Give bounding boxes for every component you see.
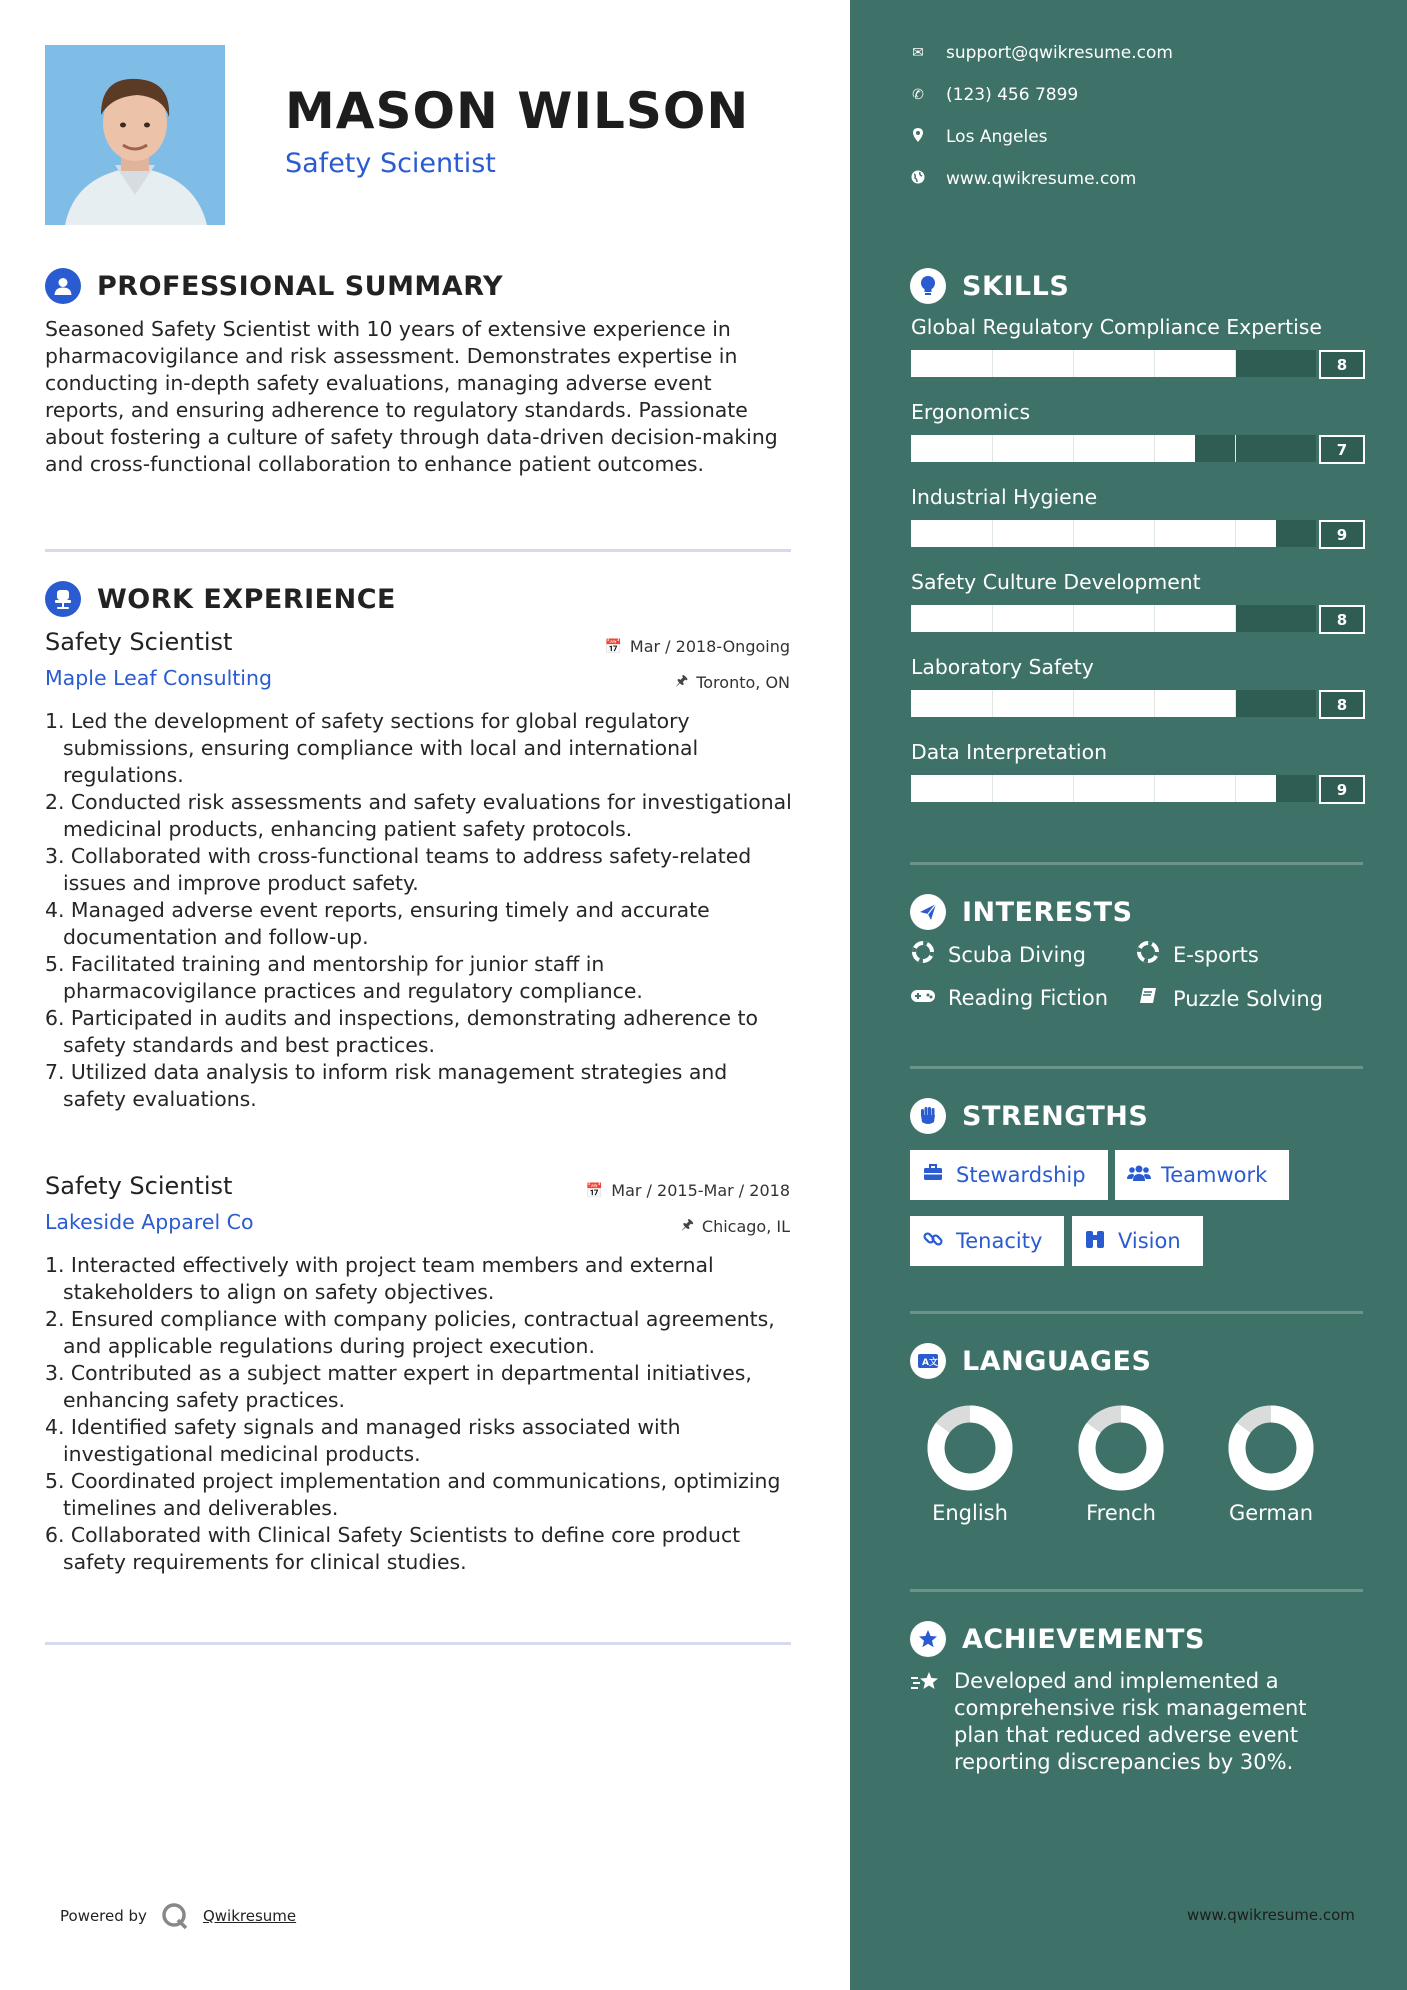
qwikresume-link[interactable]: Qwikresume — [202, 1907, 297, 1925]
achievements-heading: ACHIEVEMENTS — [962, 1623, 1205, 1655]
strength-badge — [1072, 1216, 1203, 1266]
strength-badge — [910, 1150, 1108, 1200]
fist-icon — [910, 1098, 946, 1134]
contact-website-text: www.qwikresume.com — [946, 169, 1137, 189]
contact-location-text: Los Angeles — [946, 127, 1048, 147]
summary-heading: PROFESSIONAL SUMMARY — [97, 270, 504, 302]
list-item: 3. Collaborated with cross-functional teams to address safety-related issues and improve product safety. — [45, 844, 752, 895]
list-item: 2. Ensured compliance with company policies, contractual agreements, and applicable regulations during project execution. — [45, 1307, 775, 1358]
skill-bar-divider — [1154, 520, 1155, 547]
qwikresume-logo-icon — [161, 1902, 189, 1930]
list-item: 4. Managed adverse event reports, ensuring timely and accurate documentation and follow-up. — [45, 898, 710, 949]
skill-name: Data Interpretation — [911, 740, 1108, 764]
list-item: 1. Led the development of safety sections for global regulatory submissions, ensuring compliance with local and international regulations. — [45, 709, 699, 787]
achievement-text: Developed and implemented a comprehensive risk management plan that reduced adverse event reporting discrepancies by 30%. — [954, 1669, 1307, 1774]
skill-bar-divider — [992, 520, 993, 547]
languages-heading-row — [910, 1343, 1151, 1379]
language-level-donut — [927, 1405, 1013, 1491]
map-marker-icon — [910, 128, 926, 146]
divider — [910, 862, 1363, 865]
summary-heading-row — [45, 268, 503, 304]
job-company: Maple Leaf Consulting — [45, 666, 273, 690]
skill-score: 8 — [1319, 605, 1365, 634]
skill-bar-divider — [1235, 350, 1236, 377]
interest-label: E-sports — [1173, 942, 1259, 967]
list-item: 7. Utilized data analysis to inform risk management strategies and safety evaluations. — [45, 1060, 728, 1111]
skill-bar-divider — [1073, 775, 1074, 802]
job-title: Safety Scientist — [45, 628, 233, 656]
list-item: 5. Facilitated training and mentorship for junior staff in pharmacovigilance practices and regulatory compliance. — [45, 952, 643, 1003]
calendar-icon: 📅 — [604, 638, 622, 655]
job-title: Safety Scientist — [45, 1172, 233, 1200]
job-location-text: Toronto, ON — [696, 672, 790, 692]
skill-bar-divider — [1154, 605, 1155, 632]
powered-by-label: Powered by — [60, 1907, 147, 1925]
strength-label: Teamwork — [1161, 1163, 1268, 1187]
skill-bar-divider — [1154, 690, 1155, 717]
skill-bar — [911, 690, 1316, 717]
calendar-icon: 📅 — [585, 1182, 604, 1199]
star-badge-icon — [910, 1621, 946, 1657]
skills-heading: SKILLS — [962, 270, 1070, 302]
experience-heading-row — [45, 581, 396, 617]
life-ring-icon — [910, 941, 936, 968]
job-bullets — [45, 1252, 795, 1576]
job-dates-text: Mar / 2015-Mar / 2018 — [611, 1181, 790, 1200]
list-item: 5. Coordinated project implementation and communications, optimizing timelines and deliverables. — [45, 1469, 781, 1520]
strength-label: Stewardship — [956, 1163, 1086, 1187]
skill-bar-fill — [911, 435, 1195, 462]
job-company: Lakeside Apparel Co — [45, 1210, 254, 1234]
achievement-item — [910, 1668, 1314, 1776]
language-name: French — [1086, 1501, 1156, 1525]
gamepad-icon — [910, 986, 936, 1010]
language-item — [1051, 1405, 1191, 1525]
skill-score: 8 — [1319, 690, 1365, 719]
globe-icon — [910, 170, 926, 188]
skills-heading-row — [910, 268, 1069, 304]
contact-location — [910, 127, 1048, 147]
skill-bar — [911, 435, 1316, 462]
skill-bar-divider — [1235, 435, 1236, 462]
pin-icon: 🖈 — [675, 673, 689, 689]
divider — [45, 1642, 791, 1645]
skill-bar-divider — [992, 605, 993, 632]
skill-bar-divider — [1154, 775, 1155, 802]
shooting-star-icon — [910, 1670, 942, 1776]
user-icon — [45, 268, 81, 304]
skill-bar-divider — [1073, 605, 1074, 632]
candidate-name: MASON WILSON — [285, 82, 750, 140]
interests-heading: INTERESTS — [962, 896, 1133, 928]
strength-label: Vision — [1118, 1229, 1181, 1253]
experience-heading: WORK EXPERIENCE — [97, 583, 396, 615]
skill-bar-divider — [992, 350, 993, 377]
job-dates-text: Mar / 2018-Ongoing — [629, 637, 790, 656]
list-item: 1. Interacted effectively with project team members and external stakeholders to align on safety objectives. — [45, 1253, 714, 1304]
job-bullets — [45, 708, 795, 1113]
list-item: 2. Conducted risk assessments and safety evaluations for investigational medicinal products, enhancing patient safety protocols. — [45, 790, 792, 841]
list-item: 3. Contributed as a subject matter expert in departmental initiatives, enhancing safety practices. — [45, 1361, 752, 1412]
interest-item — [910, 986, 1108, 1010]
paper-plane-icon — [910, 894, 946, 930]
interest-label: Reading Fiction — [948, 986, 1109, 1010]
skill-score: 8 — [1319, 350, 1365, 379]
language-level-donut — [1078, 1405, 1164, 1491]
interest-item — [1135, 986, 1323, 1011]
skill-score: 9 — [1319, 775, 1365, 804]
translate-icon — [910, 1343, 946, 1379]
skill-bar-divider — [992, 690, 993, 717]
skill-name: Global Regulatory Compliance Expertise — [911, 315, 1322, 339]
skill-bar-divider — [1235, 690, 1236, 717]
skill-name: Ergonomics — [911, 400, 1031, 424]
divider — [910, 1311, 1363, 1314]
envelope-icon: ✉ — [912, 45, 924, 61]
languages-heading: LANGUAGES — [962, 1345, 1152, 1377]
interest-label: Scuba Diving — [948, 942, 1086, 967]
language-name: English — [932, 1501, 1008, 1525]
interest-label: Puzzle Solving — [1173, 986, 1323, 1011]
strengths-heading-row — [910, 1098, 1148, 1134]
divider — [910, 1066, 1363, 1069]
strength-badge — [1115, 1150, 1289, 1200]
job-dates — [604, 637, 790, 656]
skill-bar-divider — [992, 435, 993, 462]
job-location — [681, 1214, 790, 1238]
skill-bar-divider — [1073, 690, 1074, 717]
list-item: 6. Collaborated with Clinical Safety Scientists to define core product safety requirements for clinical studies. — [45, 1523, 741, 1574]
job-location — [675, 670, 790, 694]
binoculars-icon — [1084, 1229, 1106, 1254]
contact-website[interactable] — [910, 169, 1136, 189]
strengths-heading: STRENGTHS — [962, 1100, 1149, 1132]
powered-by — [60, 1902, 296, 1930]
phone-icon: ✆ — [912, 87, 924, 103]
skill-bar-divider — [992, 775, 993, 802]
pin-icon: 🖈 — [680, 1217, 694, 1233]
users-icon — [1127, 1164, 1149, 1187]
svg-text:文: 文 — [929, 1358, 939, 1368]
skill-bar-divider — [1154, 350, 1155, 377]
interest-item — [910, 941, 1086, 968]
achievements-heading-row — [910, 1621, 1205, 1657]
contact-phone-text: (123) 456 7899 — [946, 85, 1079, 105]
skill-bar — [911, 350, 1316, 377]
chair-icon — [45, 581, 81, 617]
job-dates — [586, 1181, 790, 1200]
candidate-title: Safety Scientist — [285, 148, 496, 179]
skill-name: Safety Culture Development — [911, 570, 1201, 594]
language-item — [900, 1405, 1040, 1525]
lightbulb-icon — [910, 268, 946, 304]
profile-photo — [45, 45, 225, 225]
strength-badge — [910, 1216, 1064, 1266]
strength-label: Tenacity — [956, 1229, 1043, 1253]
skill-bar-divider — [1154, 435, 1155, 462]
language-name: German — [1228, 1501, 1314, 1525]
list-item: 6. Participated in audits and inspections, demonstrating adherence to safety standards and best practices. — [45, 1006, 759, 1057]
life-ring-icon — [1135, 941, 1161, 968]
skill-bar-divider — [1235, 775, 1236, 802]
skill-name: Laboratory Safety — [911, 655, 1094, 679]
skill-bar — [911, 520, 1316, 547]
skill-bar — [911, 605, 1316, 632]
link-icon — [922, 1229, 944, 1254]
divider — [910, 1589, 1363, 1592]
skill-bar-divider — [1235, 520, 1236, 547]
skill-bar-fill — [911, 775, 1276, 802]
svg-text:A: A — [922, 1358, 929, 1368]
skill-bar-divider — [1235, 605, 1236, 632]
divider — [45, 549, 791, 552]
footer-website[interactable]: www.qwikresume.com — [1187, 1906, 1355, 1924]
skill-score: 9 — [1319, 520, 1365, 549]
skill-score: 7 — [1319, 435, 1365, 464]
contact-phone[interactable] — [910, 85, 1078, 105]
list-item: 4. Identified safety signals and managed risks associated with investigational medicinal products. — [45, 1415, 681, 1466]
contact-email-text: support@qwikresume.com — [946, 43, 1173, 63]
skill-bar-divider — [1073, 435, 1074, 462]
skill-bar-divider — [1073, 520, 1074, 547]
language-level-donut — [1228, 1405, 1314, 1491]
briefcase-icon — [922, 1164, 944, 1186]
language-item — [1201, 1405, 1341, 1525]
summary-text: Seasoned Safety Scientist with 10 years of extensive experience in pharmacovigilance and risk assessment. Demonstrates expertise in conducting in-depth safety evaluations, managing adverse event reports, and ensuring adherence to regulatory standards. Passionate about fostering a culture of safety through data-driven decision-making and cross-functional collaboration to enhance patient outcomes. — [45, 317, 778, 476]
skill-bar-divider — [1073, 350, 1074, 377]
job-location-text: Chicago, IL — [701, 1216, 790, 1236]
contact-email[interactable] — [910, 43, 1173, 63]
interest-item — [1135, 941, 1259, 968]
interests-heading-row — [910, 894, 1133, 930]
skill-bar — [911, 775, 1316, 802]
book-icon — [1135, 986, 1161, 1011]
skill-bar-fill — [911, 520, 1276, 547]
skill-name: Industrial Hygiene — [911, 485, 1098, 509]
